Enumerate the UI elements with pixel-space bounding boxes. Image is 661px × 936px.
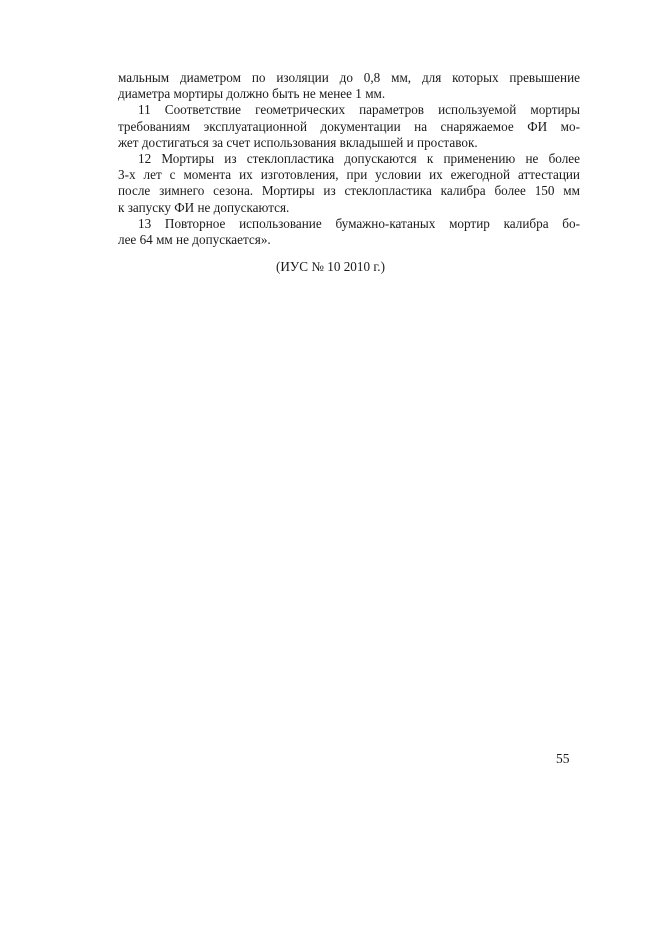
text-line: диаметра мортиры должно быть не менее 1 мм. [118, 86, 386, 102]
body-text [118, 70, 580, 248]
paragraph-12 [118, 151, 580, 216]
paragraph-11 [118, 102, 580, 151]
paragraph-continuation [118, 70, 580, 102]
text-line: 3-х лет с момента их изготовления, при условии их ежегодной аттестации [118, 167, 580, 183]
text-line: после зимнего сезона. Мортиры из стеклопластика калибра более 150 мм [118, 183, 580, 199]
text-line: к запуску ФИ не допускаются. [118, 199, 290, 215]
text-line: 13 Повторное использование бумажно-катаных мортир калибра бо- [138, 215, 580, 231]
text-line: 12 Мортиры из стеклопластика допускаются к применению не более [138, 150, 580, 166]
text-line: 11 Соответствие геометрических параметров используемой мортиры [138, 102, 580, 118]
paragraph-13 [118, 216, 580, 248]
text-line: лее 64 мм не допускается». [118, 231, 271, 247]
text-line: жет достигаться за счет использования вкладышей и проставок. [118, 134, 478, 150]
text-line: мальным диаметром по изоляции до 0,8 мм, для которых превышение [118, 70, 580, 85]
amendment-reference: (ИУС № 10 2010 г.) [276, 259, 385, 274]
page-number: 55 [556, 751, 570, 766]
text-line: требованиям эксплуатационной документации на снаряжаемое ФИ мо- [118, 118, 580, 134]
